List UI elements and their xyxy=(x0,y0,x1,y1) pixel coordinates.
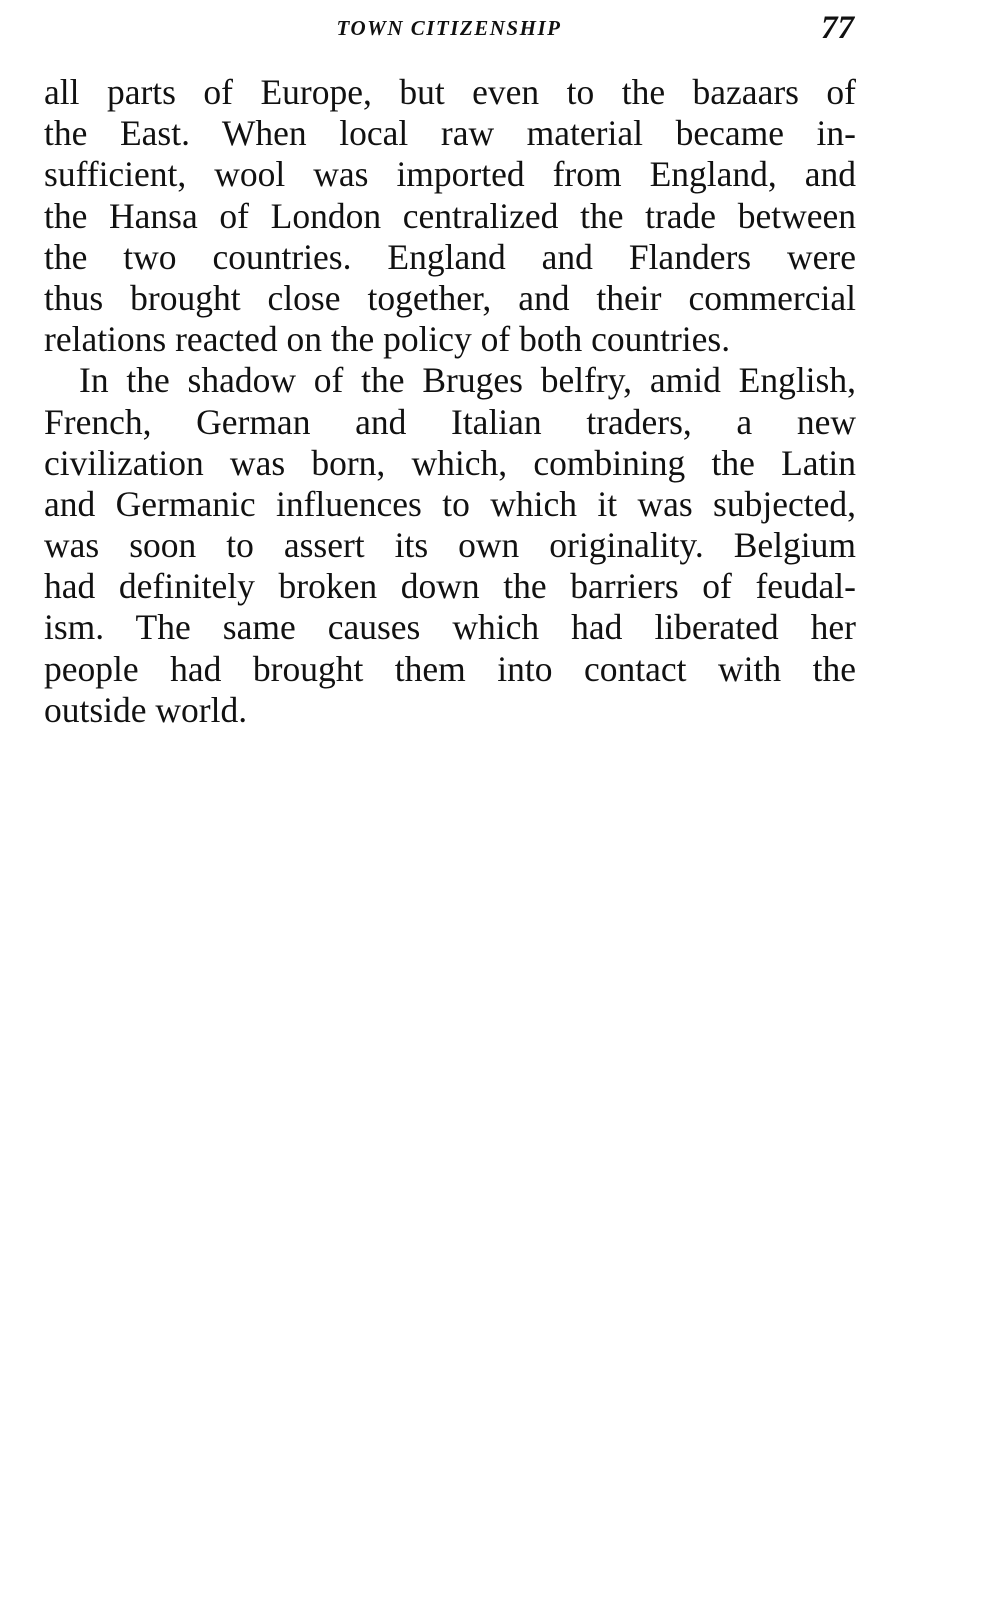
text-line: had definitely broken down the barriers of feudal- xyxy=(44,566,856,607)
text-line: relations reacted on the policy of both countries. xyxy=(44,319,731,360)
running-head xyxy=(44,10,854,50)
page-number: 77 xyxy=(821,10,854,46)
text-line: French, German and Italian traders, a new xyxy=(44,401,856,442)
paragraph-2 xyxy=(44,360,856,731)
text-line: all parts of Europe, but even to the bazaars of xyxy=(44,72,856,112)
text-line: people had brought them into contact with the xyxy=(44,648,856,689)
body-text xyxy=(44,72,856,731)
text-line: In the shadow of the Bruges belfry, amid English, xyxy=(79,360,856,401)
text-line: the two countries. England and Flanders were xyxy=(44,236,856,277)
text-line: and Germanic influences to which it was subjected, xyxy=(44,483,856,524)
paragraph-1 xyxy=(44,72,856,360)
text-line: sufficient, wool was imported from England, and xyxy=(44,154,856,195)
text-line: ism. The same causes which had liberated her xyxy=(44,607,856,648)
text-line: outside world. xyxy=(44,689,248,730)
text-line: thus brought close together, and their commercial xyxy=(44,277,856,318)
text-line: was soon to assert its own originality. Belgium xyxy=(44,525,856,566)
running-title: TOWN CITIZENSHIP xyxy=(336,16,562,40)
text-line: civilization was born, which, combining the Latin xyxy=(44,442,856,483)
text-line: the Hansa of London centralized the trade between xyxy=(44,195,856,236)
text-line: the East. When local raw material became in- xyxy=(44,113,856,154)
